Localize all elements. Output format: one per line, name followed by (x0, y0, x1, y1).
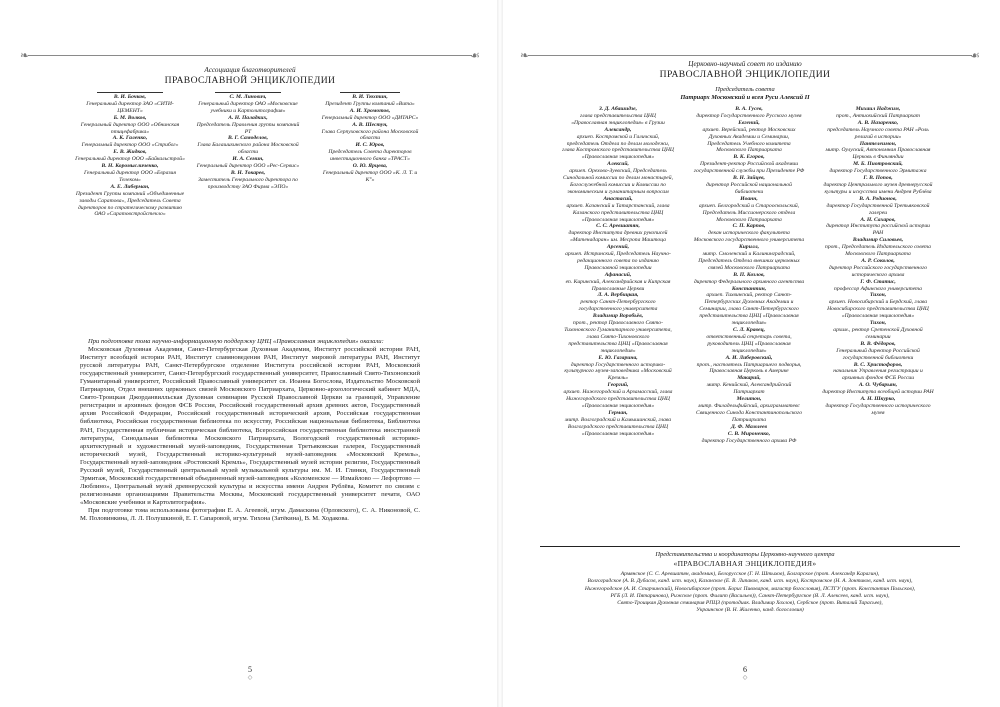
header-ornament: ❧ ☙ (20, 50, 480, 62)
member-entry (75, 149, 185, 163)
member-entry (320, 108, 420, 122)
member-name: В. П. Козлов, (733, 271, 765, 278)
member-role: директор Государственного Эрмитажа (829, 168, 927, 175)
member-entry (693, 196, 805, 224)
left-header-title: ПРАВОСЛАВНОЙ ЭНЦИКЛОПЕДИИ (164, 75, 336, 86)
member-name: Мелитон, (736, 396, 762, 403)
representative-line: Армянское (С. С. Аревшатян, академик), Белорусское (Г. Н. Штыхов), Болгарское (прот. Александр Карагин), (620, 571, 880, 577)
left-body-text (80, 338, 420, 523)
member-name: Кирилл, (739, 244, 759, 251)
member-entry (822, 196, 934, 217)
member-role: прот., ректор Православного Свято-Тихоновского Гуманитарного университета, глава Свято-Тихоновского представительства ЦНЦ «Православная энциклопедия» (564, 320, 672, 354)
member-role: митр. Смоленский и Калининградский, Председатель Отдела внешних церковных связей Московского Патриархата (698, 251, 800, 271)
member-entry (75, 184, 185, 219)
left-column-2 (193, 92, 303, 191)
member-role: Генеральный директор ООО «К. Л. Т. и К°» (322, 169, 418, 183)
member-role: директор Российской национальной библиотеки (706, 181, 792, 195)
member-entry (822, 341, 934, 362)
member-role: Заместитель Генерального директора по производству ЗАО Фирма «ЭПО» (198, 176, 298, 190)
left-column-1 (75, 92, 185, 218)
member-entry (822, 396, 934, 417)
member-name: С. М. Линович, (229, 94, 267, 100)
member-entry (562, 196, 674, 224)
member-entry (822, 237, 934, 258)
member-role: архиеп. Новосибирский и Бердский, глава Новосибирского представительства ЦНЦ «Православная энциклопедия» (827, 299, 929, 320)
footer-header (610, 551, 880, 568)
member-entry (562, 410, 674, 438)
member-entry (193, 135, 303, 156)
member-name: Г. В. Попов, (863, 175, 893, 182)
representative-line: Нижегородское (А. И. Старчинский), Новосибирское (прот. Борис Пивоваров, магистр богословия), ПСТГУ (прот. Константин Польсков), (584, 585, 916, 592)
member-entry (693, 375, 805, 396)
column-end-rule (97, 92, 163, 93)
member-role: прот., настоятель Патриаршего подворья, Православная Церковь в Америке (696, 361, 802, 375)
member-role: директор Государственной Третьяковской галереи (826, 202, 930, 216)
member-role: еп. Киринский, Александрийская и Кипрская Православные Церкви (565, 278, 671, 292)
left-page-number: 5 ◇ (247, 665, 253, 681)
member-entry (822, 362, 934, 383)
member-name: С. В. Мироненко, (727, 430, 771, 437)
member-role: митр. Волгоградский и Камышинский, глава Волгоградского представительства ЦНЦ «Православная энциклопедия» (564, 416, 672, 437)
right-column-3 (822, 106, 934, 417)
member-role: Генеральный директор ООО «Стрибог» (81, 142, 179, 149)
member-entry (822, 106, 934, 120)
representative-line: РГБ (Л. И. Пятаринова), Рижское (прот. Филипп (Васильев)), Санкт-Петербургское (Я. Л. Алексеев, канд. ист. наук), (610, 592, 890, 599)
member-name: В. Н. Зайцев, (733, 175, 765, 182)
body-paragraph-1: Московская Духовная Академия, Санкт-Петербургская Духовная Академия, Институт российской истории РАН, Институт всеобщей истории РАН, Институт славяноведения РАН, Институт мировой литературы РАН, Институт русской литературы РАН, Санкт-Петербургское отделение Института российской истории РАН, Московский государственный университет, Санкт-Петербургский государственный университет, Православный Свято-Тихоновский Гуманитарный университет, Российский Православный университет св. Иоанна Богослова, Издательство Московской Патриархии, Отдел внешних церковных связей Московского Патриархата, Церковно-археологический кабинет МДА, Свято-Троицкая Джорданвилльская Духовная семинария Русской Православной Церкви за границей, Управление регистрации и архивных фондов ФСБ России, Российский государственный архив древних актов, Государственный архив Российской Федерации, Российский государственный исторический архив, Российская государственная библиотека, Российская государственная библиотека по искусству, Российская национальная библиотека, Библиотека РАН, Государственная публичная историческая библиотека, Всероссийская государственная библиотека иностранной литературы, Синодальная библиотека Московского Патриархата, Вологодский государственный историко-архитектурный и художественный музей-заповедник, Государственная Третьяковская галерея, Государственный исторический музей, Государственный историко-культурный музей-заповедник «Московский Кремль», Государственный музей-заповедник «Ростовский Кремль», Государственный музей истории религии, Государственный Русский музей, Государственный центральный музей музыкальной культуры им. М. И. Глинки, Государственный Эрмитаж, Московский государственный объединенный музей-заповедник «Коломенское — Измайлово — Лефортово — Люблино», Центральный музей древнерусской культуры и искусства имени Андрея Рублёва, Комитет по связям с религиозными организациями Правительства Москвы, Московский государственный университет печати, ОАО «Московские учебники и Картолитография». (80, 346, 420, 506)
member-name: А. В. Шестун, (352, 121, 388, 128)
member-name: В. В. Фёдоров, (860, 340, 896, 347)
column-end-rule (340, 92, 400, 93)
member-name: Александр, (604, 126, 632, 133)
member-entry (562, 292, 674, 313)
member-role: директор Федерального архивного агентства (693, 278, 805, 285)
member-role: Президент Группы компаний «Вита» (325, 100, 415, 107)
member-entry (320, 142, 420, 163)
member-entry (75, 163, 185, 184)
footer-title: «ПРАВОСЛАВНАЯ ЭНЦИКЛОПЕДИЯ» (673, 559, 817, 568)
member-role: директор Центрального музея древнерусской культуры и искусства имени Андрея Рублёва (823, 181, 933, 195)
member-entry (193, 170, 303, 191)
member-entry (693, 272, 805, 286)
member-entry (693, 175, 805, 196)
member-role: Председатель Совета директоров инвестиционного банка «ТРАСТ» (328, 149, 412, 163)
representative-line: Свято-Троицкая Духовная семинария РПЦЗ (протодиак. Владимир Хохлов), Сербское (прот. Виталий Тарасьев), (617, 600, 883, 607)
member-entry (822, 217, 934, 238)
member-role: Генеральный директор ЗАО «СИТИ-ЦЕМЕНТ» (86, 100, 174, 114)
member-entry (693, 396, 805, 424)
member-entry (75, 94, 185, 115)
member-role: директор Государственного архива РФ (701, 437, 797, 444)
member-name: А. Н. Сахаров, (860, 216, 896, 223)
member-role: архиеп. Тихвинский, ректор Санкт-Петербургских Духовных Академии и Семинарии, глава Санкт-Петербургского представительства ЦНЦ «Православная энциклопедия» (699, 292, 799, 327)
member-role: Генеральный директор ООО «ДИТАРС» (321, 114, 419, 121)
member-entry (822, 161, 934, 175)
member-role: директор Института российской истории РАН (826, 223, 930, 237)
member-name: Евгений, (738, 119, 760, 126)
member-name: З. Д. Абашидзе, (598, 106, 638, 112)
member-role: ректор Санкт-Петербургского государственного университета (578, 299, 658, 313)
right-header-sub: Церковно-научный совет по изданию (688, 60, 802, 68)
member-name: М. Б. Пиотровский, (853, 161, 903, 168)
member-role: архиеп. Истринский, Председатель Научно-редакционного совета по изданию Православной энциклопедии (565, 251, 671, 271)
member-entry (562, 382, 674, 410)
member-name: В. Г. Самоделов, (227, 135, 269, 142)
member-name: Пантелеимон, (859, 140, 897, 147)
member-role: начальник Управления регистрации и архивных фондов ФСБ России (833, 368, 923, 382)
member-name: В. Н. Коромысличенко, (101, 163, 159, 170)
member-name: И. С. Юров, (355, 142, 385, 149)
member-entry (693, 120, 805, 155)
member-name: Владимир Воробьёв, (592, 313, 644, 320)
member-role: председатель Научного совета РАН «Роль религий в истории» (827, 126, 929, 140)
member-role: архиеп. Казанский и Татарстанский, глава Казанского представительства ЦНЦ «Православная энциклопедия» (566, 202, 670, 223)
member-name: Л. А. Вербицкая, (597, 292, 639, 299)
member-entry (320, 163, 420, 184)
member-entry (75, 115, 185, 136)
member-name: В. А. Гусев, (735, 106, 763, 112)
member-role: архиеп. Белгородский и Старооскольский, Председатель Миссионерского отдела Московского Патриархата (698, 202, 800, 223)
member-entry (193, 156, 303, 170)
member-name: В. С. Христофоров, (853, 361, 903, 368)
member-entry (822, 292, 934, 320)
member-role: митр. Оулуский, Автономная Православная Церковь в Финляндии (825, 147, 931, 161)
member-name: В. Н. Токарев, (230, 169, 266, 176)
member-name: В. И. Тюхтин, (352, 94, 388, 100)
member-entry (562, 355, 674, 383)
body-paragraph-2: При подготовке тома использованы фотографии Е. А. Агеевой, игум. Дамаскина (Орловского), С. А. Никоновой, С. М. Половинкина, Л. Л. Полушкиной, Е. Г. Сапаровой, игум. Тихона (Затёкина), В. М. Ходакова. (80, 506, 420, 523)
member-role: директор Института древних рукописей «Матенадаран» им. Месропа Маштоца (568, 230, 668, 244)
member-entry (320, 122, 420, 143)
member-name: А. Е. Либерман, (110, 183, 150, 190)
left-column-3 (320, 92, 420, 184)
member-entry (822, 141, 934, 162)
member-name: А. Н. Паладких, (228, 114, 268, 121)
right-column-1 (562, 106, 674, 438)
left-header-sub: Ассоциация благотворителей (204, 66, 296, 74)
member-name: В. И. Бочков, (113, 94, 147, 100)
member-name: Афанасий, (604, 271, 632, 278)
member-role: Президент Группы компаний «Объединенные заводы Саратова», Председатель Совета директоров по стратегическому развитию ОАО «Саратовстройстекло» (75, 190, 185, 218)
council-chairman (610, 86, 880, 102)
representatives-list (530, 571, 970, 615)
member-name: Тихон, (869, 320, 887, 327)
member-entry (693, 327, 805, 355)
header-ornament: ❧ ☙ (520, 50, 980, 62)
member-role: директор Российского государственного исторического архива (828, 264, 928, 278)
member-name: Константин, (731, 285, 767, 292)
member-entry (193, 94, 303, 115)
member-role: директор Государственного исторического музея (825, 402, 931, 416)
member-role: глава представительства ЦНЦ «Православная энциклопедия» в Грузии (571, 112, 665, 126)
right-header (610, 60, 880, 80)
member-role: профессор Афинского университета (834, 285, 922, 292)
member-entry (822, 382, 934, 396)
member-name: А. В. Назаренко, (857, 119, 899, 126)
member-name: С. П. Карпов, (732, 223, 766, 230)
member-entry (562, 313, 674, 354)
member-name: А. Р. Соколов, (861, 257, 895, 264)
member-name: Герман, (608, 409, 628, 416)
member-name: Георгий, (607, 382, 629, 389)
right-page (500, 0, 1000, 707)
member-name: С. Л. Кравец, (733, 327, 765, 333)
member-role: Генеральный директор ООО «Евразия Телеком» (84, 169, 176, 183)
member-entry (822, 258, 934, 279)
member-name: В. К. Егоров, (733, 154, 765, 161)
member-entry (693, 244, 805, 272)
member-role: директор Института всеобщей истории РАН (822, 389, 934, 396)
member-name: И. А. Семин, (232, 156, 264, 163)
member-entry (822, 320, 934, 341)
member-role: ответственный секретарь совета, руководитель ЦНЦ «Православная энциклопедия» (706, 333, 792, 354)
member-role: прот., Антиохийский Патриархат (836, 112, 920, 119)
member-role: митр. Филадельфийский, архиграмматевс Священного Синода Константинопольского Патриархата (695, 402, 803, 423)
chairman-name: Патриарх Московский и всея Руси Алексий II (680, 94, 810, 101)
member-entry (693, 223, 805, 244)
member-role: Генеральный директор ООО «Байкальстрой» (75, 156, 185, 163)
member-role: Генеральный директор ООО «Обнинская птицефабрика» (80, 121, 180, 135)
member-entry (562, 223, 674, 244)
member-name: А. И. Хромотов, (349, 107, 391, 114)
member-role: Председатель Правления группы компаний РТ (196, 121, 300, 135)
member-name: Михаил Наджим, (855, 106, 901, 112)
member-entry (193, 115, 303, 136)
member-entry (693, 106, 805, 120)
footer-separator (540, 546, 960, 547)
member-role: директор Государственного историко-культурного музея-заповедника «Московский Кремль» (564, 361, 672, 382)
member-name: Владимир Силовьев, (852, 237, 904, 244)
member-entry (562, 272, 674, 293)
member-entry (693, 424, 805, 431)
member-entry (822, 279, 934, 293)
member-name: С. С. Аревшатян, (596, 223, 640, 230)
representative-line: Украинское (В. Н. Жиленко, канд. богословия) (696, 607, 804, 614)
column-end-rule (215, 92, 281, 93)
member-role: Президент-ректор Российской академии государственной службы при Президенте РФ (693, 161, 805, 175)
right-page-number: 6 ◇ (742, 665, 748, 681)
member-entry (75, 135, 185, 149)
member-role: архиеп. Орехово-Зуевский, Председатель Синодальной комиссии по делам монастырей, Богослужебной комиссии и Комиссии по экономическим и гуманитарным вопросам (563, 168, 673, 195)
member-role: Глава Балашихинского района Московской области (197, 142, 299, 156)
member-name: Б. М. Волков, (113, 114, 147, 121)
member-name: Иоанн, (740, 195, 758, 202)
member-role: Генеральный директор ОАО «Московские учебники и Картолитография» (198, 100, 298, 114)
member-entry (693, 355, 805, 376)
body-intro: При подготовке тома научно-информационную поддержку ЦНЦ «Православная энциклопедия» оказали: (88, 338, 384, 345)
member-role: декан исторического факультета Московского государственного университета (693, 230, 805, 244)
chairman-label: Председатель совета (715, 86, 775, 93)
member-entry (822, 120, 934, 141)
member-entry (822, 175, 934, 196)
member-entry (320, 94, 420, 108)
member-name: А. О. Чубарьян, (858, 382, 898, 389)
member-role: архиеп. Нижегородский и Арзамасский, глава Нижегородского представительства ЦНЦ «Православная энциклопедия» (563, 389, 673, 409)
right-column-2 (693, 106, 805, 444)
member-name: А. И. Либеровский, (725, 354, 773, 361)
member-name: Д. Ф. Мамлеев (730, 423, 768, 430)
member-role: архиеп. Верейский, ректор Московских Духовных Академии и Семинарии, Председатель Учебного комитета Московского Патриархата (702, 126, 796, 154)
member-name: В. А. Родионов, (859, 195, 897, 202)
member-role: Генеральный директор ООО «Рес-Сервис» (196, 163, 300, 170)
member-name: Анастасий, (603, 195, 633, 202)
member-role: митр. Кенийский, Александрийский Патриархат (706, 382, 792, 396)
member-name: Макарий, (737, 375, 761, 382)
member-name: Тихон, (869, 292, 887, 299)
representative-line: Волгоградское (А. В. Дубасов, канд. ист. наук), Казанское (Е. В. Липаков, канд. ист. наук), Костромское (Н. А. Зонтиков, канд. ист. наук), (587, 578, 913, 585)
member-entry (693, 431, 805, 445)
member-entry (562, 106, 674, 127)
member-name: Г. Ф. Статис, (860, 278, 896, 285)
member-role: Генеральный директор Российской государственной библиотеки (836, 347, 920, 361)
member-name: Арсений, (606, 244, 630, 251)
left-header (120, 66, 380, 86)
member-role: Глава Серпуховского района Московской области (321, 128, 419, 142)
member-role: прот., Председатель Издательского совета Московского Патриархата (825, 244, 931, 258)
member-entry (693, 286, 805, 327)
member-name: А. Н. Шкурко, (860, 396, 896, 403)
member-name: Алексий, (607, 161, 629, 168)
member-name: А. К. Галенко, (112, 135, 148, 142)
member-name: О. Ю. Ярцева, (352, 163, 388, 170)
member-role: директор Государственного Русского музея (696, 112, 802, 119)
member-role: архим., ректор Сретенской Духовной семинарии (833, 327, 923, 340)
member-name: Е. В. Жидков, (113, 149, 147, 156)
member-name: Е. Ю. Гагарина, (598, 354, 638, 361)
member-entry (562, 161, 674, 196)
member-entry (562, 244, 674, 272)
right-header-title: ПРАВОСЛАВНОЙ ЭНЦИКЛОПЕДИИ (659, 69, 831, 80)
member-entry (562, 127, 674, 162)
footer-sub: Представительства и координаторы Церковно-научного центра (655, 551, 835, 558)
member-entry (693, 154, 805, 175)
member-role: архиеп. Костромской и Галичский, председатель Отдела по делам молодежи, глава Костромского представительства ЦНЦ «Православная энциклопедия» (562, 133, 674, 161)
